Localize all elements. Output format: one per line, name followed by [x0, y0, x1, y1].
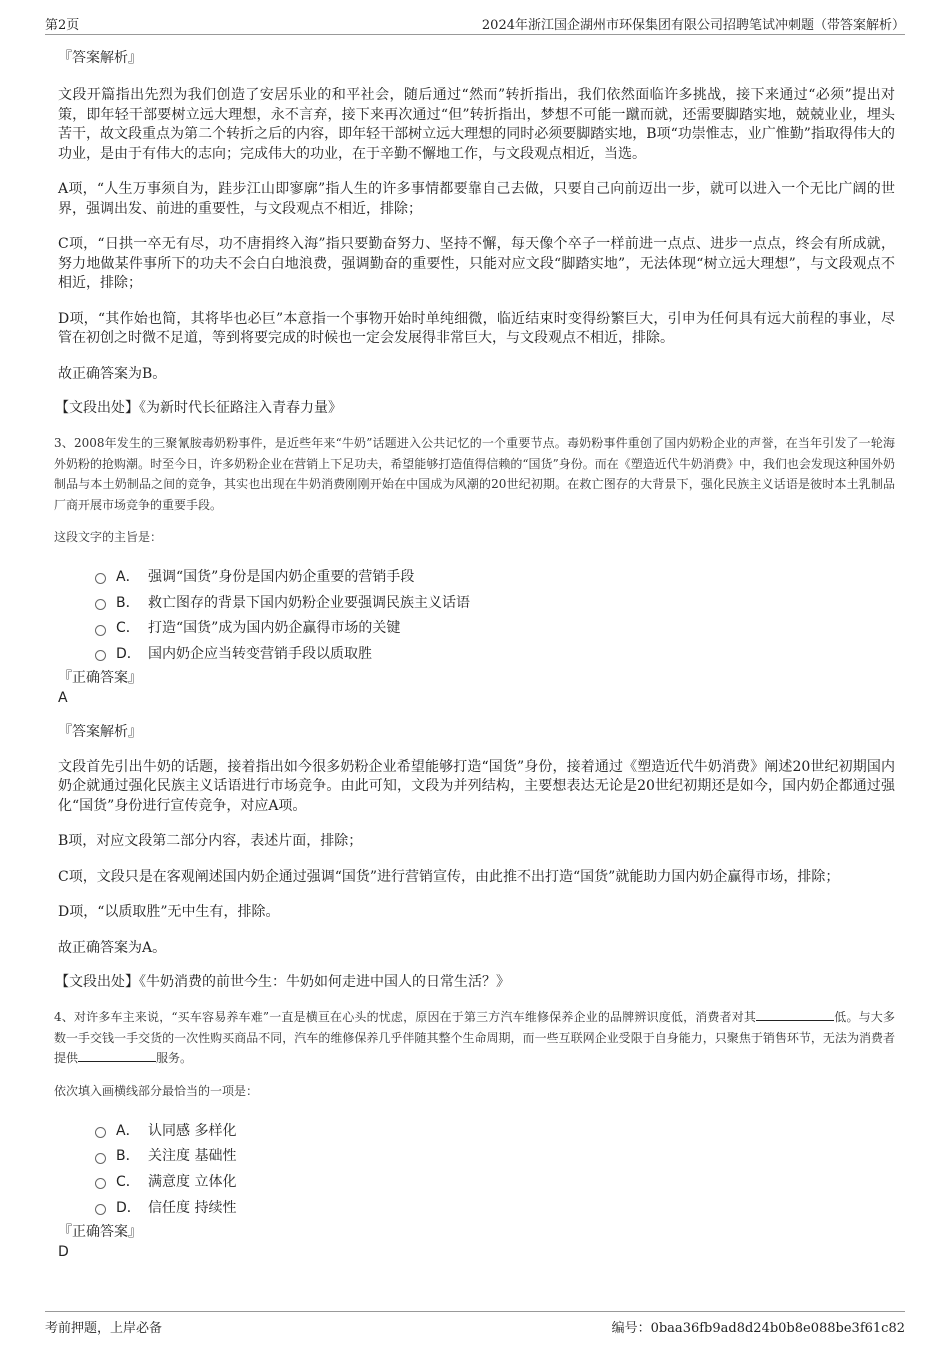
correct-answer-label: 『正确答案』 — [58, 669, 142, 686]
analysis-label: 『答案解析』 — [58, 723, 142, 740]
question-4-prompt: 依次填入画横线部分最恰当的一项是： — [54, 1083, 259, 1098]
option-d[interactable]: D． 国内奶企应当转变营销手段以质取胜 — [95, 642, 895, 668]
analysis-paragraph: 文段开篇指出先烈为我们创造了安居乐业的和平社会，随后通过“然而”转折指出，我们依然面临许多挑战，接下来通过“必须”提出对策，即年轻干部要树立远大理想，永不言弃，接下来再次通过“但”转折指出，梦想不可能一蹴而就，还需要脚踏实地，兢兢业业，埋头苦干，故文段重点为第二个转折之后的内容，即年轻干部树立远大理想的同时必须要脚踏实地，B项“功崇惟志，业广惟勤”指取得伟大的功业，是由于有伟大的志向；完成伟大的功业，在于辛勤不懈地工作，与文段观点相近，当选。 — [58, 87, 895, 162]
page-number: 第2页 — [45, 18, 80, 33]
option-c[interactable]: C． 满意度 立体化 — [95, 1170, 895, 1196]
analysis-paragraph: D项，“其作始也简，其将毕也必巨”本意指一个事物开始时单纯细微，临近结束时变得纷繁巨大，引申为任何具有远大前程的事业，尽管在初创之时微不足道，等到将要完成的时候也一定会发展得非常巨大，与文段观点不相近，排除。 — [58, 310, 895, 346]
radio-button[interactable] — [95, 1178, 106, 1189]
fill-blank — [756, 1008, 834, 1021]
page-footer — [45, 1311, 905, 1336]
analysis-paragraph: C项，“日拱一卒无有尽，功不唐捐终入海”指只要勤奋努力、坚持不懈，每天像个卒子一样前进一点点、进步一点点，终会有所成就，努力地做某件事所下的功夫不会白白地浪费，强调勤奋的重要性，只能对应文段“脚踏实地”，无法体现“树立远大理想”，与文段观点不相近，排除； — [58, 236, 895, 291]
radio-button[interactable] — [95, 573, 106, 584]
question-3-prompt: 这段文字的主旨是： — [54, 530, 163, 544]
question-3-stem: 3、2008年发生的三聚氰胺毒奶粉事件，是近些年来“牛奶”话题进入公共记忆的一个重要节点。毒奶粉事件重创了国内奶粉企业的声誉，在当年引发了一轮海外奶粉的抢购潮。时至今日，许多奶粉企业在营销上下足功夫，希望能够打造值得信赖的“国货”身份。而在《塑造近代牛奶消费》中，我们也会发现这种国外奶制品与本土奶制品之间的竞争，其实也出现在牛奶消费刚刚开始在中国成为风潮的20世纪初期。在救亡图存的大背景下，强化民族主义话语是彼时本土乳制品厂商开展市场竞争的重要手段。 — [54, 436, 895, 512]
radio-button[interactable] — [95, 599, 106, 610]
option-b[interactable]: B． 关注度 基础性 — [95, 1144, 895, 1170]
radio-button[interactable] — [95, 650, 106, 661]
analysis-paragraph: 文段首先引出牛奶的话题，接着指出如今很多奶粉企业希望能够打造“国货”身份，接着通过《塑造近代牛奶消费》阐述20世纪初期国内奶企就通过强化民族主义话语进行市场竞争。由此可知，文段为并列结构，主要想表达无论是20世纪初期还是如今，国内奶企都通过强化“国货”身份进行宣传竞争，对应A项。 — [58, 758, 895, 814]
analysis-paragraph: C项，文段只是在客观阐述国内奶企通过强调“国货”进行营销宣传，由此推不出打造“国货”就能助力国内奶企赢得市场，排除； — [58, 868, 840, 885]
question-4-stem: 4、对许多车主来说，“买车容易养车难”一直是横亘在心头的忧虑，原因在于第三方汽车维修保养企业的品牌辨识度低，消费者对其 低。与大多数一手交钱一手交货的一次性购买商品不同，汽车的维修保养几乎伴随其整个生命周期，而一些互联网企业受限于自身能力，只聚焦于销售环节，无法为消费者提供 服务。 — [54, 1010, 895, 1066]
question-3-options — [55, 565, 895, 668]
question-4-options — [55, 1119, 895, 1222]
document-code: 编号：0baa36fb9ad8d24b0b8e088be3f61c82 — [611, 1321, 905, 1336]
analysis-paragraph: B项，对应文段第二部分内容，表述片面，排除； — [58, 833, 363, 850]
radio-button[interactable] — [95, 1153, 106, 1164]
analysis-paragraph: D项，“以质取胜”无中生有，排除。 — [58, 904, 280, 921]
analysis-paragraph: A项，“人生万事须自为，跬步江山即寥廓”指人生的许多事情都要靠自己去做，只要自己向前迈出一步，就可以进入一个无比广阔的世界，强调出发、前进的重要性，与文段观点不相近，排除； — [58, 181, 895, 217]
conclusion: 故正确答案为A。 — [58, 939, 167, 956]
fill-blank — [78, 1049, 156, 1062]
document-title: 2024年浙江国企湖州市环保集团有限公司招聘笔试冲刺题（带答案解析） — [481, 18, 905, 33]
page-header — [45, 12, 905, 35]
analysis-label: 『答案解析』 — [58, 50, 142, 66]
correct-answer: A — [58, 689, 68, 706]
radio-button[interactable] — [95, 1127, 106, 1138]
radio-button[interactable] — [95, 625, 106, 636]
source-citation: 【文段出处】《为新时代长征路注入青春力量》 — [55, 400, 342, 416]
footer-slogan: 考前押题，上岸必备 — [45, 1321, 163, 1336]
option-a[interactable]: A． 认同感 多样化 — [95, 1119, 895, 1145]
page-content — [55, 46, 895, 1276]
option-a[interactable]: A． 强调“国货”身份是国内奶企重要的营销手段 — [95, 565, 895, 591]
option-c[interactable]: C． 打造“国货”成为国内奶企赢得市场的关键 — [95, 616, 895, 642]
source-citation: 【文段出处】《牛奶消费的前世今生：牛奶如何走进中国人的日常生活？》 — [55, 974, 510, 991]
option-b[interactable]: B． 救亡图存的背景下国内奶粉企业要强调民族主义话语 — [95, 591, 895, 617]
correct-answer: D — [58, 1243, 69, 1260]
correct-answer-label: 『正确答案』 — [58, 1223, 142, 1240]
option-d[interactable]: D． 信任度 持续性 — [95, 1196, 895, 1222]
conclusion: 故正确答案为B。 — [58, 365, 167, 382]
radio-button[interactable] — [95, 1204, 106, 1215]
